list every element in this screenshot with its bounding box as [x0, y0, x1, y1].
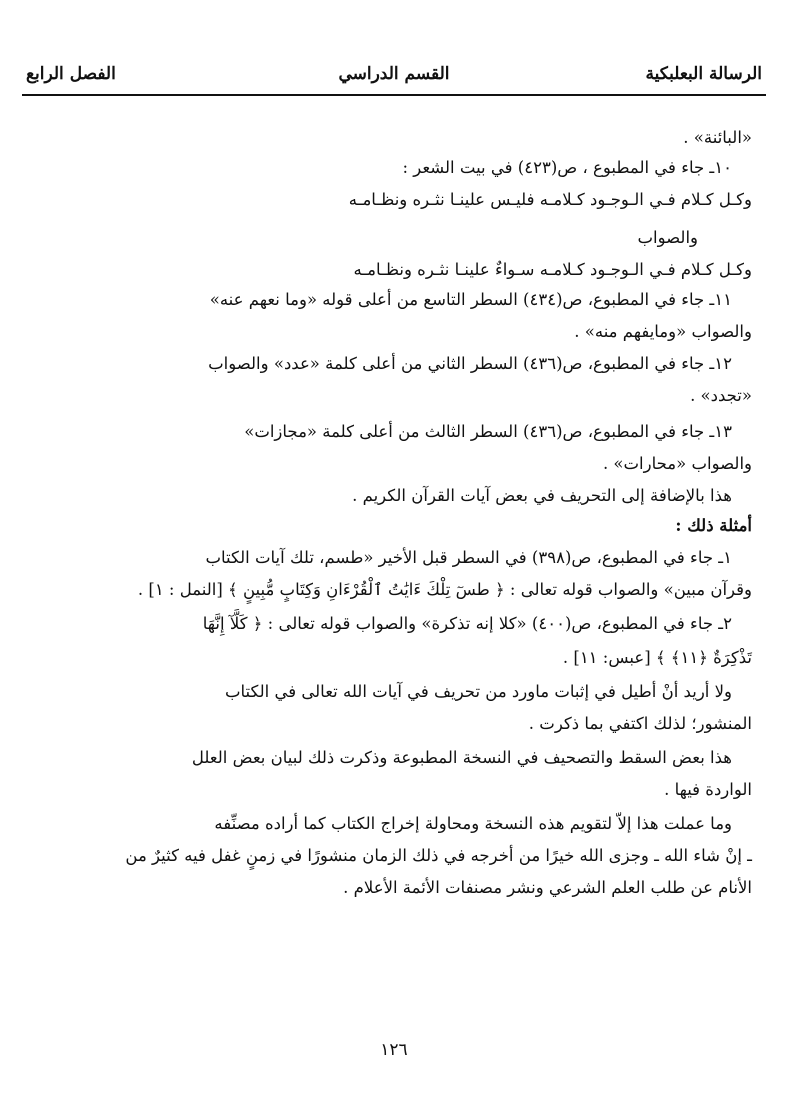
text-line: وقرآن مبين» والصواب قوله تعالى : ﴿ طسٓ تِلْكَ ءَايَٰتُ ٱلْقُرْءَانِ وَكِتَابٍ مُّبِينٍ ﴾ [النمل : ١] .: [137, 580, 752, 599]
verse-line: وكـل كـلام فـي الـوجـود كـلامـه سـواءٌ علينـا نثـره ونظـامـه: [353, 260, 752, 279]
section-title: القسم الدراسي: [338, 64, 450, 84]
verse-line: وكـل كـلام فـي الـوجـود كـلامـه فليـس علينـا نثـره ونظـامـه: [348, 190, 752, 209]
text-line: الأنام عن طلب العلم الشرعي ونشر مصنفات الأئمة الأعلام .: [343, 878, 752, 897]
text-line: ـ إنْ شاء الله ـ وجزى الله خيرًا من أخرجه في ذلك الزمان منشورًا في زمنٍ غفل فيه كثيرٌ من: [125, 846, 752, 865]
book-title: الرسالة البعلبكية: [645, 64, 762, 84]
text-line: والصواب «ومايفهم منه» .: [574, 322, 752, 341]
running-header: [22, 64, 766, 94]
text-line: «البائنة» .: [683, 128, 752, 147]
text-line: ١١ـ جاء في المطبوع، ص(٤٣٤) السطر التاسع من أعلى قوله «وما نعهم عنه»: [209, 290, 732, 309]
text-line: وما عملت هذا إلاّ لتقويم هذه النسخة ومحاولة إخراج الكتاب كما أراده مصنِّفه: [214, 814, 732, 833]
text-line: ٢ـ جاء في المطبوع، ص(٤٠٠) «كلا إنه تذكرة» والصواب قوله تعالى : ﴿ كَلَّآ إِنَّهَا: [202, 614, 732, 633]
text-line: والصواب: [637, 228, 698, 247]
text-line: ١ـ جاء في المطبوع، ص(٣٩٨) في السطر قبل الأخير «طسم، تلك آيات الكتاب: [205, 548, 732, 567]
text-line: ١٠ـ جاء في المطبوع ، ص(٤٢٣) في بيت الشعر :: [402, 158, 732, 177]
text-line: ١٢ـ جاء في المطبوع، ص(٤٣٦) السطر الثاني من أعلى كلمة «عدد» والصواب: [208, 354, 732, 373]
subheading: أمثلة ذلك :: [675, 516, 752, 535]
text-line: هذا بالإضافة إلى التحريف في بعض آيات القرآن الكريم .: [352, 486, 732, 505]
text-line: هذا بعض السقط والتصحيف في النسخة المطبوعة وذكرت ذلك لبيان بعض العلل: [191, 748, 732, 767]
chapter-title: الفصل الرابع: [26, 64, 116, 84]
text-line: ١٣ـ جاء في المطبوع، ص(٤٣٦) السطر الثالث من أعلى كلمة «مجازات»: [244, 422, 732, 441]
text-line: «تجدد» .: [690, 386, 752, 405]
page-number: ١٢٦: [380, 1040, 408, 1060]
text-line: تَذْكِرَةٌ ﴿١١﴾ ﴾ [عبس: ١١] .: [562, 648, 752, 667]
text-line: الواردة فيها .: [664, 780, 752, 799]
text-line: ولا أريد أنْ أطيل في إثبات ماورد من تحريف في آيات الله تعالى في الكتاب: [225, 682, 732, 701]
text-line: المنشور؛ لذلك اكتفي بما ذكرت .: [528, 714, 752, 733]
text-line: والصواب «محارات» .: [602, 454, 752, 473]
header-rule: [22, 94, 766, 96]
